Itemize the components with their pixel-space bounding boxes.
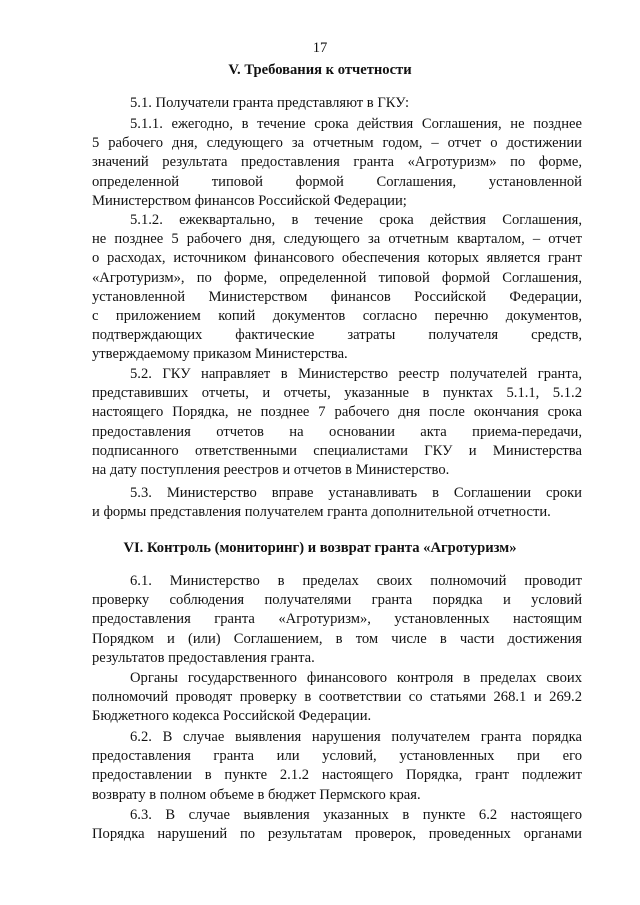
- paragraph-5-1-1: [92, 115, 582, 211]
- text-line: 5.1. Получатели гранта представляют в ГКУ:: [130, 95, 410, 111]
- text-line: 6.3. В случае выявления указанных в пункте 6.2 настоящего: [130, 807, 582, 823]
- text-line: и формы представления получателем гранта дополнительной отчетности.: [92, 504, 551, 521]
- text-line: представивших отчеты, и отчеты, указанные в пунктах 5.1.1, 5.1.2: [92, 385, 582, 402]
- text-line: с приложением копий документов согласно перечню документов,: [92, 307, 582, 324]
- text-line: предоставлении в пункте 2.1.2 настоящего Порядка, грант подлежит: [92, 767, 582, 784]
- text-line: утверждаемому приказом Министерства.: [92, 346, 348, 363]
- paragraph-5-3: [92, 484, 582, 522]
- text-line: Министерством финансов Российской Федерации;: [92, 192, 407, 209]
- section-6-heading: VI. Контроль (мониторинг) и возврат гранта «Агротуризм»: [123, 540, 517, 556]
- text-line: о расходах, источником финансового обеспечения которых является грант: [92, 250, 582, 267]
- page-number: 17: [312, 40, 328, 56]
- paragraph-6-1-control: [92, 669, 582, 727]
- text-line: установленной Министерством финансов Российской Федерации,: [92, 288, 582, 305]
- text-line: «Агротуризм», по форме, определенной типовой формой Соглашения,: [92, 269, 582, 286]
- text-line: 6.1. Министерство в пределах своих полномочий проводит: [130, 573, 582, 589]
- paragraph-5-1: [92, 94, 582, 113]
- text-line: результатов предоставления гранта.: [92, 649, 315, 666]
- text-line: предоставления гранта или условий, установленных при его: [92, 748, 582, 765]
- text-line: 6.2. В случае выявления нарушения получателем гранта порядка: [130, 729, 582, 745]
- text-line: определенной типовой формой Соглашения, установленной: [92, 173, 582, 190]
- text-line: предоставления гранта «Агротуризм», установленных настоящим: [92, 611, 582, 628]
- paragraph-6-1: [92, 572, 582, 668]
- text-line: предоставления отчетов на основании акта приема-передачи,: [92, 423, 582, 440]
- text-line: подтверждающих фактические затраты получателя средств,: [92, 327, 582, 344]
- text-line: настоящего Порядка, не позднее 7 рабочего дня после окончания срока: [92, 404, 582, 421]
- paragraph-5-1-2: [92, 211, 582, 365]
- text-line: полномочий проводят проверку в соответствии со статьями 268.1 и 269.2: [92, 689, 582, 706]
- text-line: Порядка нарушений по результатам проверок, проведенных органами: [92, 826, 582, 843]
- text-line: на дату поступления реестров и отчетов в Министерство.: [92, 461, 450, 478]
- text-line: проверку соблюдения получателями гранта порядка и условий: [92, 592, 582, 609]
- text-line: 5.1.1. ежегодно, в течение срока действия Соглашения, не позднее: [130, 116, 582, 132]
- text-line: 5.1.2. ежеквартально, в течение срока действия Соглашения,: [130, 212, 582, 228]
- text-line: 5.2. ГКУ направляет в Министерство реестр получателей гранта,: [130, 366, 582, 382]
- section-5-heading: V. Требования к отчетности: [228, 62, 412, 78]
- paragraph-5-2: [92, 365, 582, 480]
- text-line: не позднее 5 рабочего дня, следующего за отчетным кварталом, – отчет: [92, 231, 582, 248]
- text-line: 5 рабочего дня, следующего за отчетным годом, – отчет о достижении: [92, 135, 582, 152]
- text-line: возврату в полном объеме в бюджет Пермского края.: [92, 786, 421, 803]
- text-line: 5.3. Министерство вправе устанавливать в Соглашении сроки: [130, 485, 582, 501]
- text-line: Порядком и (или) Соглашением, в том числе в части достижения: [92, 630, 582, 647]
- text-line: Органы государственного финансового контроля в пределах своих: [130, 670, 582, 686]
- paragraph-6-3: [92, 806, 582, 844]
- text-line: подписанного ответственными специалистами ГКУ и Министерства: [92, 442, 582, 459]
- text-line: значений результата предоставления гранта «Агротуризм» по форме,: [92, 154, 582, 171]
- paragraph-6-2: [92, 728, 582, 805]
- text-line: Бюджетного кодекса Российской Федерации.: [92, 708, 372, 725]
